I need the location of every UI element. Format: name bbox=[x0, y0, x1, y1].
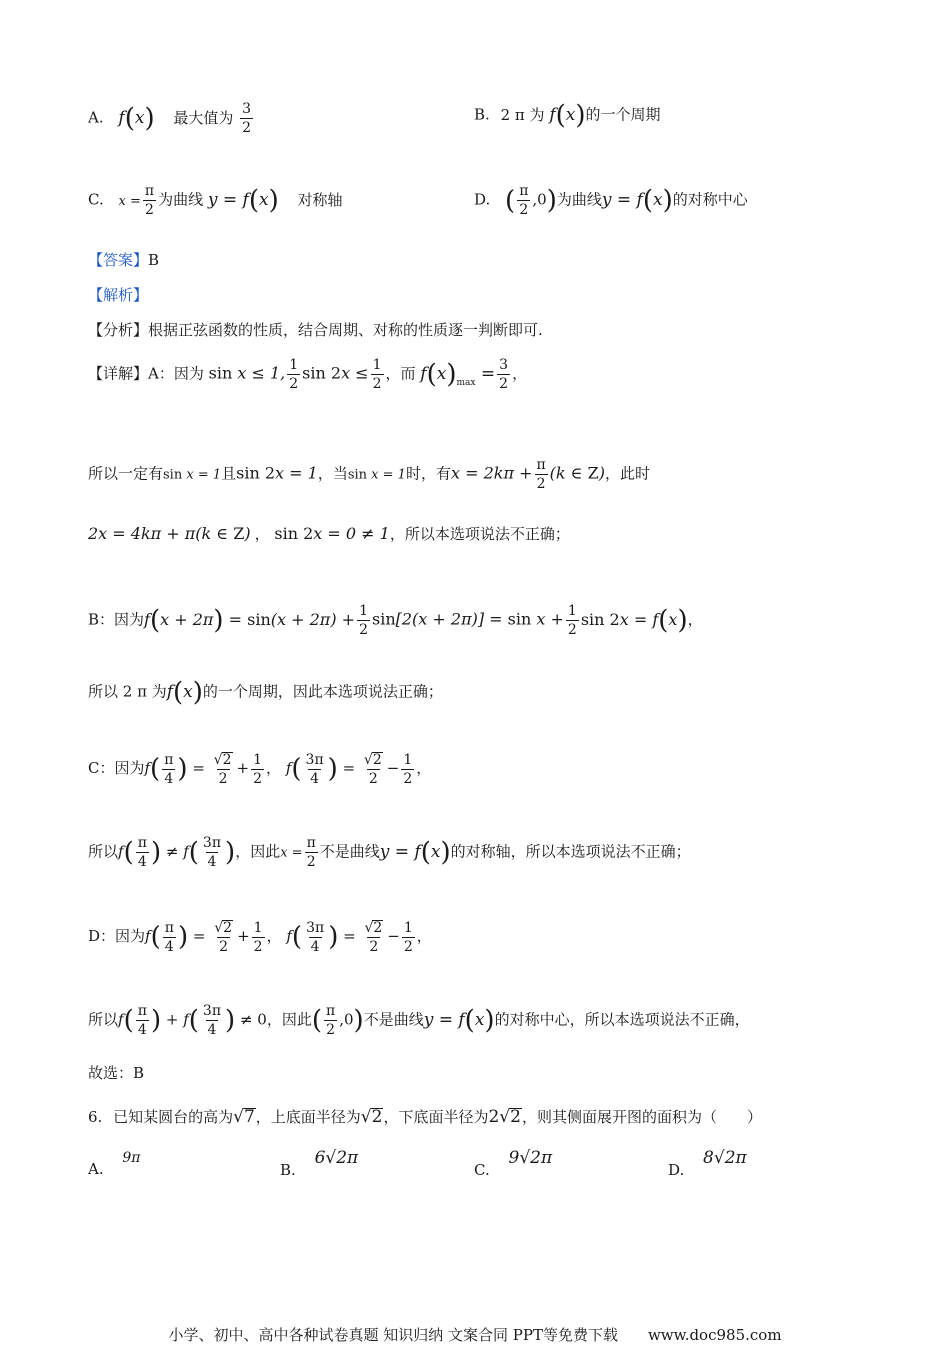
option-c: C. x = $\frac{\pi}{2}$ 为曲线 y = f(x) 对称轴 bbox=[88, 183, 343, 218]
detail-c-line: C：因为f( $\frac{\pi}{4}$ ) = $\frac{√2}{2}$ + $\frac{1}{2}$ ， f( $\frac{3\pi}{4}$ ) = $\frac{√2}{2}$ − $\frac{1}{2}$ ， bbox=[88, 751, 432, 787]
choice-line: 故选：B bbox=[88, 1064, 145, 1082]
footer-text: 小学、初中、高中各种试卷真题 知识归纳 文案合同 PPT等免费下载 www.doc985.com bbox=[168, 1326, 782, 1344]
q6-option-d: D. 8√2π bbox=[668, 1148, 747, 1179]
detail-b-conclusion: 所以 2 π 为f(x)的一个周期，因此本选项说法正确； bbox=[88, 677, 443, 707]
option-d: D. ( $\frac{\pi}{2}$ ,0)为曲线y = f(x)的对称中心 bbox=[474, 183, 748, 218]
detail-d-line: D：因为f( $\frac{\pi}{4}$ ) = $\frac{√2}{2}$ + $\frac{1}{2}$ ， f( $\frac{3\pi}{4}$ ) = $\frac{√2}{2}$ − $\frac{1}{2}$ ， bbox=[88, 919, 432, 955]
question-6: 6. 已知某圆台的高为√7，上底面半径为√2，下底面半径为2√2，则其侧面展开图的面积为（ ） bbox=[88, 1107, 762, 1127]
detail-a-line3: 2x = 4kπ + π(k ∈ Z) ， sin 2x = 0 ≠ 1，所以本选项说法不正确； bbox=[88, 524, 570, 543]
analysis-heading: 【解析】 bbox=[88, 286, 149, 304]
q6-option-a: A. 9π bbox=[88, 1150, 141, 1178]
detail-a-line: 【详解】A：因为 sin x ≤ 1, $\frac{1}{2}$ sin 2x ≤ $\frac{1}{2}$ ，而 $f(x)_{max}$ = $\frac{3}{2}$ ， bbox=[88, 357, 528, 392]
detail-c-conclusion: 所以f( $\frac{\pi}{4}$ ) ≠ f( $\frac{3\pi}{4}$ )，因此x = $\frac{\pi}{2}$ 不是曲线y = f(x)的对称轴，所以本选项说法不正确； bbox=[88, 835, 691, 870]
q6-option-c: C. 9√2π bbox=[474, 1148, 553, 1179]
option-b: B. 2 π 为 f(x)的一个周期 bbox=[474, 100, 661, 130]
option-a: A. f(x) 最大值为 $\frac{3}{2}$ bbox=[88, 101, 252, 136]
analysis-line: 【分析】根据正弦函数的性质，结合周期、对称的性质逐一判断即可. bbox=[88, 321, 543, 339]
detail-a-line2: 所以一定有sin x = 1且sin 2x = 1，当sin x = 1时，有x = 2kπ + $\frac{\pi}{2}$ (k ∈ Z)，此时 bbox=[88, 457, 650, 492]
q6-option-b: B. 6√2π bbox=[280, 1148, 359, 1179]
answer-line: 【答案】B bbox=[88, 251, 160, 269]
detail-b-line: B：因为f(x + 2π) = sin(x + 2π) + $\frac{1}{2}$ sin[2(x + 2π)] = sin x + $\frac{1}{2}$ sin 2x = f(x)， bbox=[88, 603, 703, 638]
detail-d-conclusion: 所以f( $\frac{\pi}{4}$ ) + f( $\frac{3\pi}{4}$ ) ≠ 0，因此( $\frac{\pi}{2}$ ,0)不是曲线y = f(x)的对称中心，所以本选项说法不正确， bbox=[88, 1003, 750, 1038]
